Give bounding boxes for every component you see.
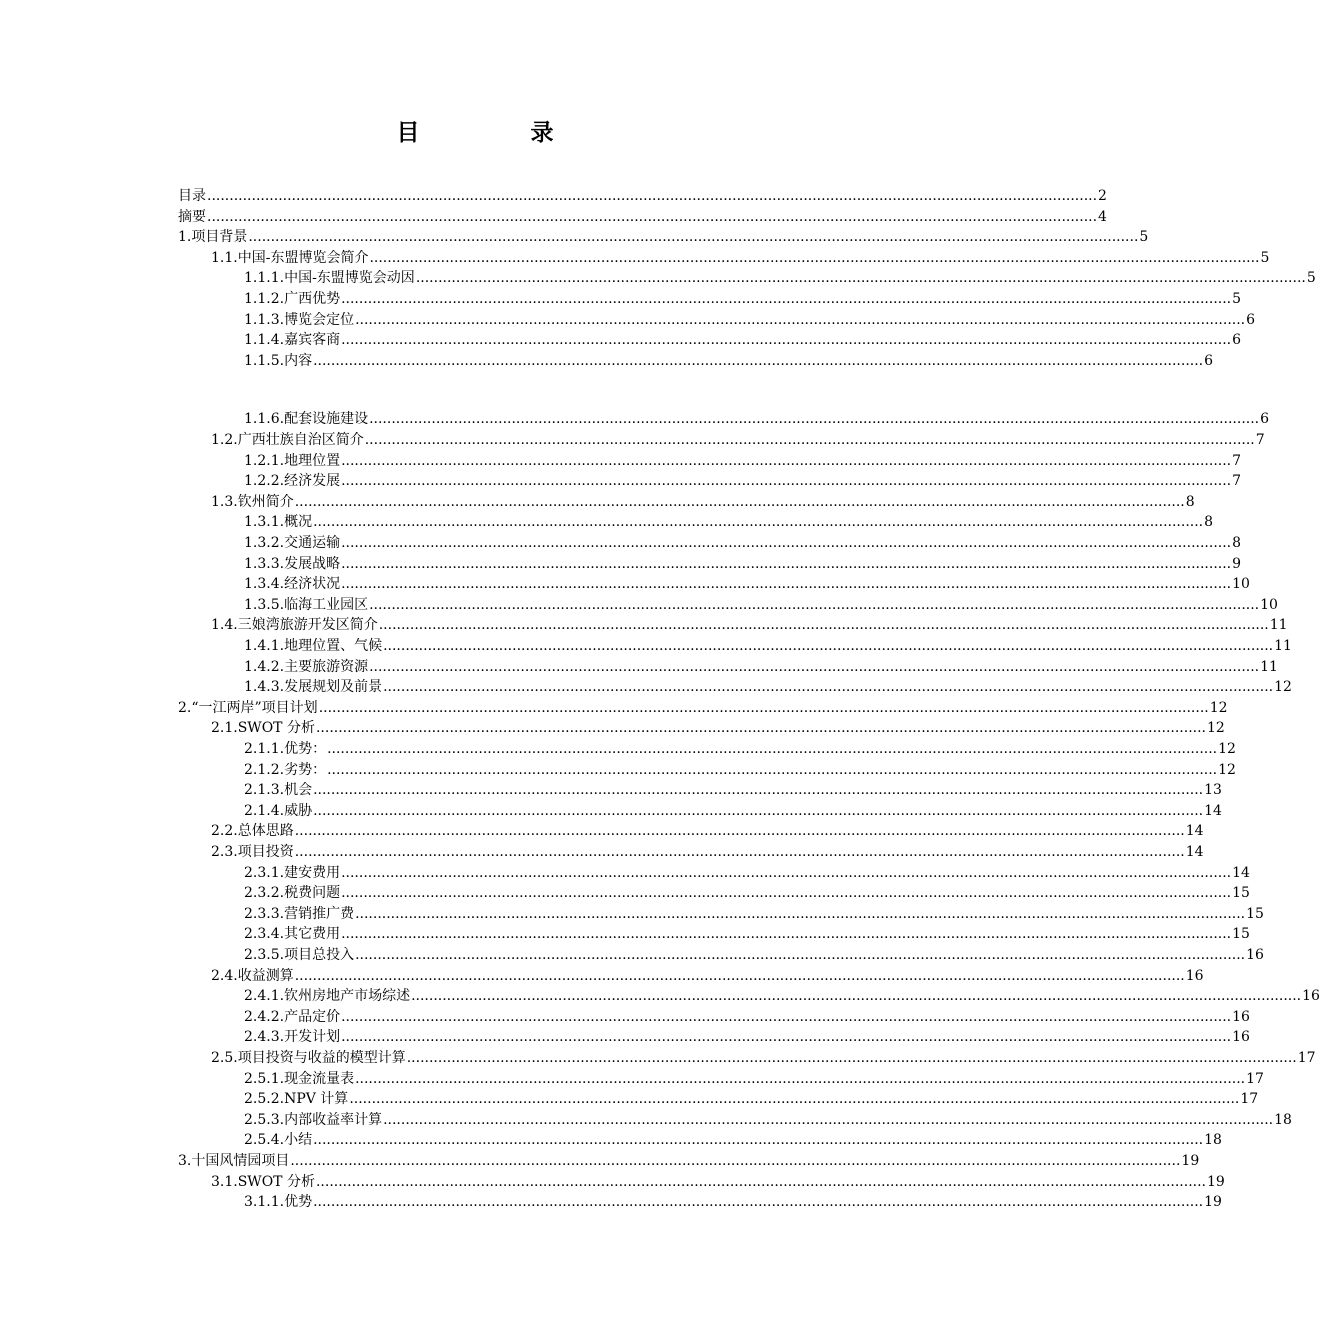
toc-entry-text: 十国风情园项目	[191, 1153, 290, 1169]
toc-leader-dots: ........................................................................................................................................................................................................	[327, 741, 1218, 757]
toc-leader-dots: ........................................................................................................................................................................................................	[369, 597, 1260, 613]
toc-entry-text: 劣势：	[284, 762, 327, 778]
toc-leader-dots: ........................................................................................................................................................................................................	[207, 188, 1098, 204]
toc-entry-text: 钦州简介	[237, 494, 294, 510]
toc-entry-number: 目	[178, 188, 192, 204]
toc-entry-page: 15	[1232, 885, 1250, 901]
toc-entry[interactable]	[244, 986, 1320, 1006]
toc-entry-page: 15	[1246, 906, 1264, 922]
toc-entry[interactable]	[244, 801, 1222, 821]
toc-leader-dots: ........................................................................................................................................................................................................	[383, 1112, 1274, 1128]
toc-entry-page: 11	[1274, 638, 1292, 654]
toc-entry[interactable]	[244, 595, 1278, 615]
toc-entry[interactable]	[244, 1130, 1222, 1150]
toc-entry-page: 17	[1246, 1071, 1264, 1087]
toc-entry-text: 概况	[284, 514, 313, 530]
toc-entry-text: 地理位置	[284, 453, 341, 469]
toc-entry-number: 3.	[178, 1153, 192, 1169]
toc-entry[interactable]	[244, 1007, 1250, 1027]
toc-entry-page: 16	[1232, 1029, 1250, 1045]
toc-entry[interactable]	[211, 842, 1204, 862]
toc-leader-dots: ........................................................................................................................................................................................................	[355, 312, 1246, 328]
toc-entry-page: 11	[1269, 617, 1288, 633]
toc-entry-text: 项目背景	[191, 229, 248, 245]
toc-entry-number: 2.3.4.	[244, 926, 285, 942]
toc-entry[interactable]	[244, 512, 1214, 532]
toc-entry-number: 2.1.3.	[244, 782, 285, 798]
toc-entry-page: 12	[1207, 720, 1225, 736]
toc-leader-dots: ........................................................................................................................................................................................................	[315, 720, 1207, 736]
toc-leader-dots: ........................................................................................................................................................................................................	[315, 1174, 1207, 1190]
toc-entry-number: 2.3.1.	[244, 865, 285, 881]
toc-leader-dots: ........................................................................................................................................................................................................	[341, 1009, 1232, 1025]
toc-entry[interactable]	[244, 677, 1292, 697]
toc-leader-dots: ........................................................................................................................................................................................................	[313, 782, 1204, 798]
toc-entry-page: 12	[1274, 679, 1292, 695]
toc-entry-number: 摘	[178, 209, 192, 225]
toc-entry[interactable]	[244, 1089, 1259, 1109]
toc-entry-page: 16	[1302, 988, 1320, 1004]
toc-entry-page: 12	[1218, 741, 1236, 757]
toc-entry-text: 收益测算	[237, 968, 294, 984]
toc-entry-text: 三娘湾旅游开发区简介	[237, 617, 378, 633]
toc-leader-dots: ........................................................................................................................................................................................................	[341, 576, 1232, 592]
toc-entry-text: 项目总投入	[284, 947, 355, 963]
toc-entry[interactable]	[244, 883, 1250, 903]
toc-entry-text: 现金流量表	[284, 1071, 355, 1087]
toc-entry-text: 内容	[284, 353, 313, 369]
toc-entry-page: 17	[1240, 1091, 1259, 1107]
toc-entry-number: 1.4.3.	[244, 679, 285, 695]
toc-leader-dots: ........................................................................................................................................................................................................	[383, 679, 1274, 695]
toc-entry-page: 11	[1260, 659, 1278, 675]
toc-leader-dots: ........................................................................................................................................................................................................	[406, 1050, 1297, 1066]
toc-entry-page: 16	[1185, 968, 1204, 984]
toc-entry-page: 16	[1246, 947, 1264, 963]
toc-entry-number: 1.3.3.	[244, 556, 285, 572]
toc-entry[interactable]	[244, 760, 1236, 780]
toc-entry-number: 2.4.1.	[244, 988, 285, 1004]
toc-entry[interactable]	[244, 1192, 1222, 1212]
toc-entry-number: 2.5.	[211, 1050, 238, 1066]
toc-entry-text: 机会	[284, 782, 313, 798]
toc-entry-page: 8	[1185, 494, 1195, 510]
toc-leader-dots: ........................................................................................................................................................................................................	[341, 535, 1232, 551]
toc-entry[interactable]	[211, 430, 1265, 450]
toc-entry-page: 18	[1274, 1112, 1292, 1128]
toc-leader-dots: ........................................................................................................................................................................................................	[313, 803, 1204, 819]
toc-entry[interactable]	[244, 351, 1214, 371]
toc-entry-page: 5	[1232, 291, 1242, 307]
toc-entry[interactable]	[178, 207, 1107, 227]
toc-entry-page: 9	[1232, 556, 1242, 572]
toc-entry[interactable]	[244, 780, 1222, 800]
toc-entry-number: 2.1.	[211, 720, 238, 736]
toc-entry-page: 12	[1218, 762, 1236, 778]
toc-entry-number: 1.2.	[211, 432, 238, 448]
toc-entry-number: 2.	[178, 700, 192, 716]
toc-leader-dots: ........................................................................................................................................................................................................	[341, 926, 1232, 942]
toc-entry-number: 2.1.2.	[244, 762, 285, 778]
toc-entry-text: 经济发展	[284, 473, 341, 489]
toc-entry[interactable]	[244, 554, 1242, 574]
toc-entry[interactable]	[244, 657, 1278, 677]
toc-entry-number: 2.3.	[211, 844, 238, 860]
toc-entry[interactable]	[178, 227, 1149, 247]
toc-entry-page: 17	[1297, 1050, 1316, 1066]
toc-entry-page: 18	[1204, 1132, 1222, 1148]
toc-entry-number: 1.3.1.	[244, 514, 285, 530]
toc-leader-dots: ........................................................................................................................................................................................................	[355, 906, 1246, 922]
toc-entry-number: 1.3.5.	[244, 597, 285, 613]
toc-leader-dots: ........................................................................................................................................................................................................	[411, 988, 1302, 1004]
toc-entry-text: “一江两岸”项目计划	[191, 700, 318, 716]
toc-entry-text: 嘉宾客商	[284, 332, 341, 348]
toc-entry-number: 1.1.4.	[244, 332, 285, 348]
toc-leader-dots: ........................................................................................................................................................................................................	[341, 556, 1232, 572]
toc-entry[interactable]	[244, 636, 1292, 656]
toc-entry-text: 威胁	[284, 803, 313, 819]
toc-entry-text: 发展规划及前景	[284, 679, 383, 695]
toc-entry-page: 19	[1204, 1194, 1222, 1210]
toc-entry-number: 2.3.2.	[244, 885, 285, 901]
toc-entry-text: 博览会定位	[284, 312, 355, 328]
toc-entry[interactable]	[244, 1069, 1264, 1089]
toc-entry-number: 1.4.2.	[244, 659, 285, 675]
toc-entry-number: 2.3.3.	[244, 906, 285, 922]
toc-entry-page: 5	[1139, 229, 1149, 245]
toc-entry-page: 10	[1232, 576, 1250, 592]
toc-entry[interactable]	[244, 471, 1242, 491]
toc-entry-text: 要	[192, 209, 206, 225]
toc-entry-page: 12	[1209, 700, 1228, 716]
toc-leader-dots: ........................................................................................................................................................................................................	[313, 353, 1204, 369]
toc-entry-number: 1.1.1.	[244, 270, 285, 286]
toc-entry-text: 钦州房地产市场综述	[284, 988, 411, 1004]
toc-entry-page: 7	[1255, 432, 1265, 448]
toc-leader-dots: ........................................................................................................................................................................................................	[341, 473, 1232, 489]
toc-leader-dots: ........................................................................................................................................................................................................	[364, 432, 1255, 448]
toc-leader-dots: ........................................................................................................................................................................................................	[355, 1071, 1246, 1087]
toc-entry-page: 14	[1232, 865, 1250, 881]
toc-entry-page: 2	[1098, 188, 1107, 204]
toc-leader-dots: ........................................................................................................................................................................................................	[207, 209, 1098, 225]
toc-entry-text: 优势	[284, 1194, 313, 1210]
toc-entry-text: 地理位置、气候	[284, 638, 383, 654]
toc-entry-text: 经济状况	[284, 576, 341, 592]
toc-entry-text: 小结	[284, 1132, 313, 1148]
toc-entry-number: 1.2.1.	[244, 453, 285, 469]
toc-entry-number: 1.4.	[211, 617, 238, 633]
toc-entry-number: 3.1.1.	[244, 1194, 285, 1210]
toc-entry-page: 6	[1232, 332, 1242, 348]
toc-entry[interactable]	[244, 1027, 1250, 1047]
toc-entry-page: 19	[1207, 1174, 1225, 1190]
toc-entry-page: 5	[1260, 250, 1270, 266]
toc-entry-number: 1.3.	[211, 494, 238, 510]
toc-entry[interactable]	[244, 451, 1242, 471]
toc-entry-number: 1.4.1.	[244, 638, 285, 654]
toc-entry-number: 2.3.5.	[244, 947, 285, 963]
toc-entry[interactable]	[211, 1172, 1225, 1192]
toc-entry-number: 2.4.2.	[244, 1009, 285, 1025]
toc-entry-number: 2.1.1.	[244, 741, 285, 757]
toc-entry-page: 8	[1232, 535, 1242, 551]
toc-leader-dots: ........................................................................................................................................................................................................	[341, 291, 1232, 307]
toc-entry-page: 14	[1185, 823, 1204, 839]
toc-entry[interactable]	[244, 574, 1250, 594]
toc-leader-dots: ........................................................................................................................................................................................................	[294, 823, 1185, 839]
toc-leader-dots: ........................................................................................................................................................................................................	[341, 453, 1232, 469]
toc-entry-text: 发展战略	[284, 556, 341, 572]
toc-entry[interactable]	[244, 945, 1264, 965]
toc-leader-dots: ........................................................................................................................................................................................................	[369, 659, 1260, 675]
toc-entry-text: 录	[192, 188, 206, 204]
toc-entry[interactable]	[244, 310, 1256, 330]
toc-leader-dots: ........................................................................................................................................................................................................	[341, 332, 1232, 348]
toc-entry[interactable]	[244, 1110, 1292, 1130]
toc-entry[interactable]	[244, 409, 1270, 429]
toc-entry-number: 2.5.1.	[244, 1071, 285, 1087]
toc-leader-dots: ........................................................................................................................................................................................................	[313, 514, 1204, 530]
toc-entry-number: 1.3.2.	[244, 535, 285, 551]
toc-leader-dots: ........................................................................................................................................................................................................	[294, 968, 1185, 984]
toc-entry-number: 2.2.	[211, 823, 238, 839]
toc-entry[interactable]	[178, 186, 1107, 206]
toc-entry[interactable]	[178, 1151, 1200, 1171]
toc-entry-text: 临海工业园区	[284, 597, 369, 613]
toc-entry-number: 2.5.3.	[244, 1112, 285, 1128]
toc-entry[interactable]	[211, 821, 1204, 841]
toc-leader-dots: ........................................................................................................................................................................................................	[349, 1091, 1240, 1107]
toc-entry-text: 配套设施建设	[284, 411, 369, 427]
toc-entry[interactable]	[244, 863, 1250, 883]
toc-entry-page: 6	[1204, 353, 1214, 369]
toc-entry-number: 2.5.2.	[244, 1091, 285, 1107]
toc-entry-text: 内部收益率计算	[284, 1112, 383, 1128]
toc-leader-dots: ........................................................................................................................................................................................................	[318, 700, 1209, 716]
toc-leader-dots: ........................................................................................................................................................................................................	[341, 865, 1232, 881]
toc-entry-page: 4	[1098, 209, 1107, 225]
toc-entry[interactable]	[244, 904, 1264, 924]
toc-entry-text: 建安费用	[284, 865, 341, 881]
toc-entry-text: 营销推广费	[284, 906, 355, 922]
toc-leader-dots: ........................................................................................................................................................................................................	[355, 947, 1246, 963]
toc-entry[interactable]	[178, 698, 1228, 718]
toc-entry-text: 交通运输	[284, 535, 341, 551]
toc-entry-page: 8	[1204, 514, 1214, 530]
toc-leader-dots: ........................................................................................................................................................................................................	[294, 494, 1185, 510]
toc-entry-number: 3.1.	[211, 1174, 238, 1190]
toc-entry-text: 开发计划	[284, 1029, 341, 1045]
toc-entry[interactable]	[244, 533, 1242, 553]
toc-entry-text: 产品定价	[284, 1009, 341, 1025]
toc-entry-text: 税费问题	[284, 885, 341, 901]
toc-entry-text: 其它费用	[284, 926, 341, 942]
toc-entry-text: 广西优势	[284, 291, 341, 307]
toc-entry-text: 总体思路	[237, 823, 294, 839]
toc-entry-page: 6	[1260, 411, 1270, 427]
toc-entry-number: 1.	[178, 229, 192, 245]
toc-leader-dots: ........................................................................................................................................................................................................	[313, 1194, 1204, 1210]
toc-entry-page: 15	[1232, 926, 1250, 942]
toc-leader-dots: ........................................................................................................................................................................................................	[415, 270, 1306, 286]
toc-entry-number: 1.1.	[211, 250, 238, 266]
toc-leader-dots: ........................................................................................................................................................................................................	[369, 250, 1260, 266]
toc-entry-number: 2.1.4.	[244, 803, 285, 819]
toc-title: 目 录	[396, 120, 598, 146]
toc-entry-page: 19	[1181, 1153, 1200, 1169]
toc-leader-dots: ........................................................................................................................................................................................................	[313, 1132, 1204, 1148]
toc-leader-dots: ........................................................................................................................................................................................................	[327, 762, 1218, 778]
toc-entry-text: NPV 计算	[284, 1091, 349, 1107]
toc-entry-number: 1.1.6.	[244, 411, 285, 427]
toc-entry-number: 1.1.2.	[244, 291, 285, 307]
toc-entry[interactable]	[244, 739, 1236, 759]
toc-leader-dots: ........................................................................................................................................................................................................	[248, 229, 1139, 245]
toc-entry[interactable]	[211, 248, 1270, 268]
toc-entry-text: 优势：	[284, 741, 327, 757]
toc-entry-page: 5	[1306, 270, 1316, 286]
toc-entry[interactable]	[244, 268, 1316, 288]
toc-entry-number: 2.5.4.	[244, 1132, 285, 1148]
toc-entry-number: 1.1.3.	[244, 312, 285, 328]
toc-entry-text: 中国-东盟博览会简介	[237, 250, 369, 266]
toc-entry-page: 7	[1232, 473, 1242, 489]
toc-leader-dots: ........................................................................................................................................................................................................	[341, 885, 1232, 901]
toc-leader-dots: ........................................................................................................................................................................................................	[383, 638, 1274, 654]
toc-entry-text: SWOT 分析	[237, 1174, 315, 1190]
toc-leader-dots: ........................................................................................................................................................................................................	[341, 1029, 1232, 1045]
toc-entry[interactable]	[211, 492, 1195, 512]
toc-entry-page: 10	[1260, 597, 1278, 613]
toc-entry-page: 6	[1246, 312, 1256, 328]
toc-entry[interactable]	[244, 330, 1242, 350]
toc-entry-text: SWOT 分析	[237, 720, 315, 736]
toc-entry[interactable]	[211, 615, 1288, 635]
toc-entry-text: 项目投资与收益的模型计算	[237, 1050, 406, 1066]
toc-entry-text: 广西壮族自治区简介	[237, 432, 364, 448]
toc-entry-number: 2.4.3.	[244, 1029, 285, 1045]
toc-entry-number: 1.1.5.	[244, 353, 285, 369]
toc-leader-dots: ........................................................................................................................................................................................................	[369, 411, 1260, 427]
toc-entry-number: 2.4.	[211, 968, 238, 984]
toc-leader-dots: ........................................................................................................................................................................................................	[294, 844, 1185, 860]
toc-entry-page: 7	[1232, 453, 1242, 469]
toc-entry-text: 中国-东盟博览会动因	[284, 270, 415, 286]
toc-entry-text: 主要旅游资源	[284, 659, 369, 675]
toc-entry-page: 14	[1204, 803, 1222, 819]
toc-entry-text: 项目投资	[237, 844, 294, 860]
toc-entry[interactable]	[244, 924, 1250, 944]
toc-entry-number: 1.3.4.	[244, 576, 285, 592]
toc-entry-number: 1.2.2.	[244, 473, 285, 489]
toc-entry-page: 14	[1185, 844, 1204, 860]
toc-entry[interactable]	[211, 966, 1204, 986]
toc-leader-dots: ........................................................................................................................................................................................................	[378, 617, 1269, 633]
toc-entry[interactable]	[244, 289, 1242, 309]
toc-leader-dots: ........................................................................................................................................................................................................	[290, 1153, 1181, 1169]
toc-entry-page: 16	[1232, 1009, 1250, 1025]
toc-entry[interactable]	[211, 718, 1225, 738]
toc-entry[interactable]	[211, 1048, 1316, 1068]
toc-entry-page: 13	[1204, 782, 1222, 798]
